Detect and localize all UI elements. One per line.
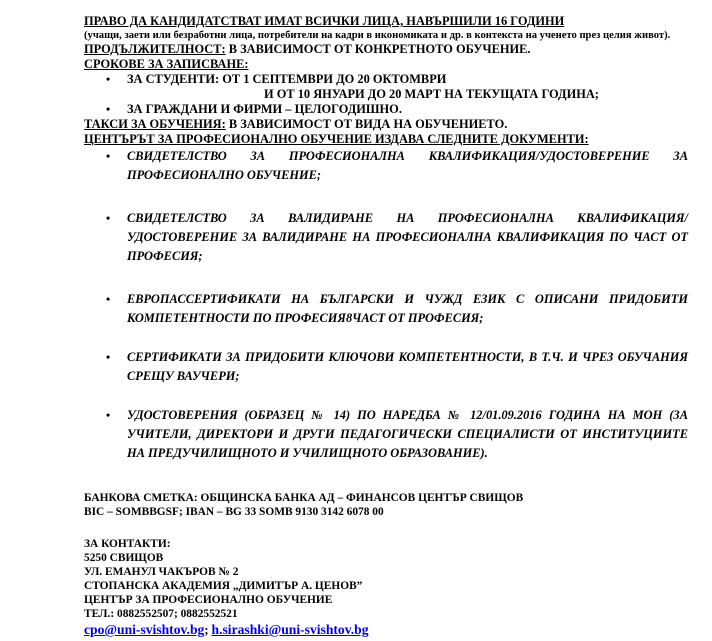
document-item-key-competences: • СЕРТИФИКАТИ ЗА ПРИДОБИТИ КЛЮЧОВИ КОМПЕТЕНТНОСТИ, В Т.Ч. И ЧРЕЗ ОБУЧАНИЯ СРЕЩУ ВАУЧЕРИ; — [84, 348, 688, 386]
document-item-validation: • СВИДЕТЕЛСТВО ЗА ВАЛИДИРАНЕ НА ПРОФЕСИОНАЛНА КВАЛИФИКАЦИЯ/УДОСТОВЕРЕНИЕ ЗА ВАЛИДИРАНЕ НА ПРОФЕСИОНАЛНА КВАЛИФИКАЦИЯ ПО ЧАСТ ОТ ПРОФЕСИЯ; — [84, 209, 688, 266]
deadlines-label: СРОКОВЕ ЗА ЗАПИСВАНЕ: — [84, 57, 249, 71]
document-item-teacher-certificates: • УДОСТОВЕРЕНИЯ (ОБРАЗЕЦ № 14) ПО НАРЕДБА № 12/01.09.2016 ГОДИНА НА МОН (ЗА УЧИТЕЛИ, ДИРЕКТОРИ И ДРУГИ ПЕДАГОГИЧЕСКИ СПЕЦИАЛИСТИ ОТ ИНСТИТУЦИИТЕ НА ПРЕДУЧИЛИЩНОТО И УЧИЛИЩНОТО ОБРАЗОВАНИЕ). — [84, 406, 688, 463]
contacts-section — [84, 537, 688, 639]
contacts-center: ЦЕНТЪР ЗА ПРОФЕСИОНАЛНО ОБУЧЕНИЕ — [84, 594, 333, 606]
fees-label: ТАКСИ ЗА ОБУЧЕНИЯ: — [84, 117, 226, 131]
contacts-city: 5250 СВИЩОВ — [84, 552, 164, 564]
contacts-heading: ЗА КОНТАКТИ: — [84, 538, 171, 550]
contacts-street: УЛ. ЕМАНУЛ ЧАКЪРОВ № 2 — [84, 566, 239, 578]
deadline-citizens: • ЗА ГРАЖДАНИ И ФИРМИ – ЦЕЛОГОДИШНО. — [84, 102, 688, 117]
contacts-phone: ТЕЛ.: 0882552507; 0882552521 — [84, 608, 238, 620]
email-separator: ; — [204, 623, 212, 637]
deadlines-list — [84, 72, 688, 117]
bank-iban-line: BIC – SOMBBGSF; IBAN – BG 33 SOMB 9130 3142 6078 00 — [84, 506, 384, 518]
document-item-certificate: • СВИДЕТЕЛСТВО ЗА ПРОФЕСИОНАЛНА КВАЛИФИКАЦИЯ/УДОСТОВЕРЕНИЕ ЗА ПРОФЕСИОНАЛНО ОБУЧЕНИЕ; — [84, 147, 688, 185]
fees-text: В ЗАВИСИМОСТ ОТ ВИДА НА ОБУЧЕНИЕТО. — [225, 117, 508, 131]
deadline-students — [84, 72, 688, 102]
email-link-cpo[interactable]: cpo@uni-svishtov.bg — [84, 622, 205, 637]
duration-text: В ЗАВИСИМОСТ ОТ КОНКРЕТНОТО ОБУЧЕНИЕ. — [225, 42, 531, 56]
documents-list — [84, 147, 688, 463]
eligibility-heading: ПРАВО ДА КАНДИДАТСТВАТ ИМАТ ВСИЧКИ ЛИЦА, НАВЪРШИЛИ 16 ГОДИНИ — [84, 14, 565, 28]
document-body — [84, 14, 688, 639]
bank-section — [84, 491, 688, 519]
deadline-students-line1: ЗА СТУДЕНТИ: ОТ 1 СЕПТЕМВРИ ДО 20 ОКТОМВРИ — [127, 72, 447, 86]
eligibility-note: (учащи, заети или безработни лица, потребители на кадри в икономиката и др. в контекста на ученето през целия живот). — [84, 30, 671, 41]
email-link-sirashki[interactable]: h.sirashki@uni-svishtov.bg — [211, 622, 369, 637]
document-item-europass: • ЕВРОПАССЕРТИФИКАТИ НА БЪЛГАРСКИ И ЧУЖД ЕЗИК С ОПИСАНИ ПРИДОБИТИ КОМПЕТЕНТНОСТИ ПО ПРОФЕСИЯ8ЧАСТ ОТ ПРОФЕСИЯ; — [84, 290, 688, 328]
duration-line — [84, 42, 688, 57]
bank-account-line: БАНКОВА СМЕТКА: ОБЩИНСКА БАНКА АД – ФИНАНСОВ ЦЕНТЪР СВИЩОВ — [84, 492, 524, 504]
contacts-emails — [84, 621, 688, 639]
duration-label: ПРОДЪЛЖИТЕЛНОСТ: — [84, 42, 226, 56]
deadline-students-line2: И ОТ 10 ЯНУАРИ ДО 20 МАРТ НА ТЕКУЩАТА ГОДИНА; — [264, 87, 599, 101]
fees-line — [84, 117, 688, 132]
contacts-institution: СТОПАНСКА АКАДЕМИЯ „ДИМИТЪР А. ЦЕНОВ” — [84, 580, 363, 592]
documents-heading: ЦЕНТЪРЪТ ЗА ПРОФЕСИОНАЛНО ОБУЧЕНИЕ ИЗДАВА СЛЕДНИТЕ ДОКУМЕНТИ: — [84, 132, 589, 146]
